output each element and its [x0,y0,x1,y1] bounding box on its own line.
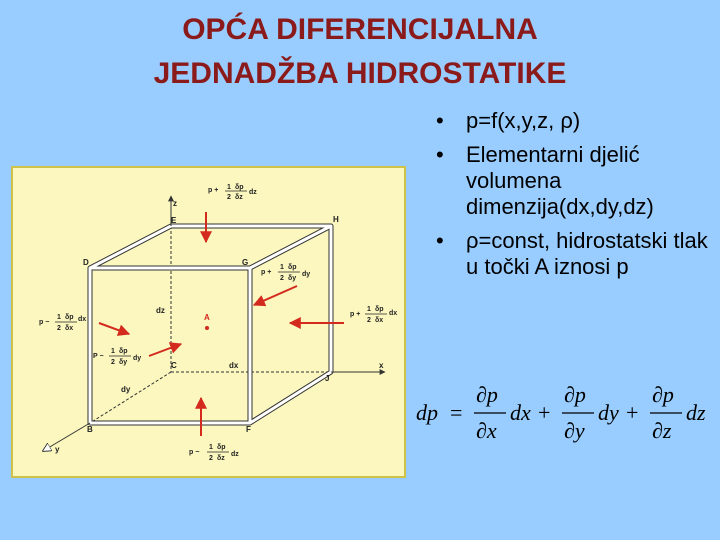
svg-text:2: 2 [111,359,115,366]
svg-text:δp: δp [288,264,297,271]
svg-text:2: 2 [57,325,61,332]
svg-text:p −: p − [39,319,50,326]
equation-svg [414,376,714,448]
bullet-item: • p=f(x,y,z, ρ) [432,108,720,134]
svg-text:2: 2 [367,317,371,324]
dim-dy: dy [121,385,131,394]
svg-text:dx: dx [78,316,87,323]
term-z-num: ∂p [652,382,674,407]
axis-x-label: x [379,361,384,370]
vertex-b: B [87,425,93,434]
svg-text:dx: dx [389,310,398,317]
svg-text:dz: dz [249,189,257,196]
svg-text:p −: p − [189,449,200,456]
term-x-num: ∂p [476,382,498,407]
slide-title [0,8,720,96]
vertex-labels [83,215,339,434]
svg-text:2: 2 [280,275,284,282]
svg-text:1: 1 [367,306,371,313]
force-label-left [39,314,86,332]
svg-text:1: 1 [111,348,115,355]
term-x-den: ∂x [476,418,497,443]
svg-text:1: 1 [209,444,213,451]
point-a-label: A [204,313,210,322]
svg-text:δx: δx [65,325,74,332]
term-x-d: dx [510,400,531,425]
force-label-back [261,264,310,282]
dim-dz: dz [156,306,165,315]
plus-2: + [626,400,639,425]
vertex-g: G [242,258,249,267]
term-y-num: ∂p [564,382,586,407]
axis-z-label: z [173,199,177,208]
force-label-right [350,306,397,324]
svg-text:1: 1 [57,314,61,321]
arrow-back [254,286,297,305]
differential-equation [414,376,714,448]
svg-text:1: 1 [280,264,284,271]
svg-text:P −: P − [93,353,104,360]
eq-lhs: dp [416,400,438,425]
vertex-c: C [171,361,177,370]
arrow-left [99,323,129,334]
bullet-item: • ρ=const, hidrostatski tlak u točki A iznosi p [432,228,720,280]
term-y-den: ∂y [564,418,585,443]
svg-text:δp: δp [119,348,128,355]
svg-text:p +: p + [350,311,361,318]
svg-text:δp: δp [65,314,74,321]
force-label-front [93,348,141,366]
svg-text:dy: dy [302,271,311,278]
bullet-list [432,108,720,288]
vertex-f: F [246,425,251,434]
svg-text:dy: dy [133,355,142,362]
point-a [205,326,209,330]
svg-text:δy: δy [288,275,297,282]
arrow-front [149,344,181,356]
svg-text:p +: p + [261,269,272,276]
vertex-e: E [171,216,177,225]
svg-text:2: 2 [209,455,213,462]
cube-diagram [11,166,406,478]
bullet-item: • Elementarni djelić volumena dimenzija(dx,dy,dz) [432,142,720,220]
svg-text:δp: δp [235,184,244,191]
svg-text:δx: δx [375,317,384,324]
svg-text:δp: δp [217,444,226,451]
svg-text:δy: δy [119,359,128,366]
svg-text:δz: δz [217,455,225,462]
vertex-d: D [83,258,89,267]
plus-1: + [538,400,551,425]
svg-text:2: 2 [227,194,231,201]
axis-y-label: y [55,445,60,454]
term-y-d: dy [598,400,619,425]
term-z-d: dz [686,400,706,425]
svg-text:δp: δp [375,306,384,313]
svg-text:p +: p + [208,187,219,194]
vertex-h: H [333,215,339,224]
vertex-j: J [325,374,330,383]
force-label-bottom [189,444,239,462]
svg-text:dz: dz [231,451,239,458]
eq-equals: = [450,400,463,425]
dim-dx: dx [229,361,239,370]
force-label-top [208,184,257,201]
term-z-den: ∂z [652,418,672,443]
svg-text:1: 1 [227,184,231,191]
title-line-1: OPĆA DIFERENCIJALNA [182,13,538,46]
cube-diagram-svg [13,168,408,480]
title-line-2: JEDNADŽBA HIDROSTATIKE [153,57,567,90]
svg-text:δz: δz [235,194,243,201]
